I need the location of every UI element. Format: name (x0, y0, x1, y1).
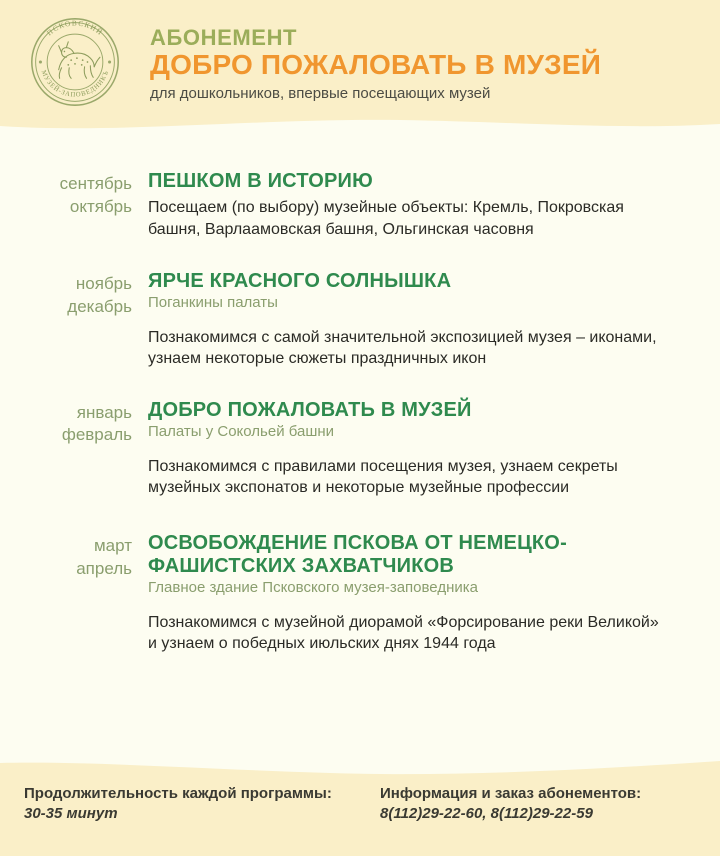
header-subtitle: для дошкольников, впервые посещающих музей (150, 85, 491, 103)
program-title: ДОБРО ПОЖАЛОВАТЬ В МУЗЕЙ (148, 398, 472, 421)
month-label: октябрь (69, 196, 132, 216)
program-item (0, 170, 720, 240)
program-item (0, 399, 720, 499)
program-content (148, 270, 694, 370)
month-label: сентябрь (59, 174, 132, 193)
museum-seal-icon (27, 14, 123, 110)
contact-label: Информация и заказ абонементов: (380, 785, 642, 802)
duration-value: 30-35 минут (24, 804, 118, 822)
program-title: ОСВОБОЖДЕНИЕ ПСКОВА ОТ НЕМЕЦКО-ФАШИСТСКИХ ЗАХВАТЧИКОВ (148, 532, 567, 577)
leopard-figure-icon (59, 42, 100, 78)
program-item (0, 532, 720, 654)
program-item (0, 270, 720, 370)
program-description: Познакомимся с самой значительной экспозицией музея – иконами, узнаем некоторые сюжеты праздничных икон (148, 329, 657, 368)
program-months (0, 532, 148, 580)
svg-text:ПСКОВСКИЙ: ПСКОВСКИЙ (45, 19, 105, 38)
program-venue: Палаты у Сокольей башни (148, 422, 335, 440)
contact-phone-numbers[interactable]: 8(112)29-22-60, 8(112)29-22-59 (380, 804, 593, 822)
program-description: Познакомимся с музейной диорамой «Форсирование реки Великой» и узнаем о победных июльских днях 1944 года (148, 613, 659, 653)
month-label: ноябрь (75, 273, 132, 293)
program-venue: Поганкины палаты (148, 294, 278, 312)
header-band (0, 0, 720, 136)
program-months (0, 399, 148, 447)
program-content (148, 399, 694, 499)
programs-list (0, 136, 720, 762)
program-title: ПЕШКОМ В ИСТОРИЮ (148, 170, 373, 192)
header-content (0, 0, 720, 120)
month-label: декабрь (67, 296, 132, 316)
program-months (0, 270, 148, 318)
footer-duration-block (24, 784, 380, 824)
header-wave-divider (0, 112, 720, 136)
header-text-block (150, 0, 720, 103)
program-description: Посещаем (по выбору) музейные объекты: Кремль, Покровская башня, Варлаамовская башня, Ольгинская часовня (148, 199, 624, 238)
footer-contact-block (380, 784, 696, 824)
svg-text:МУЗЕЙ-ЗАПОВЕДНИКЪ: МУЗЕЙ-ЗАПОВЕДНИКЪ (39, 69, 111, 99)
footer-band (0, 756, 720, 856)
footer-wave-divider (0, 756, 720, 777)
header-kicker: АБОНЕМЕНТ (150, 25, 298, 50)
logo-container (0, 0, 150, 110)
duration-label: Продолжительность каждой программы: (24, 785, 332, 802)
program-months (0, 170, 148, 218)
program-content (148, 532, 694, 654)
program-content (148, 170, 694, 240)
month-label: апрель (76, 558, 132, 578)
month-label: январь (76, 402, 132, 422)
program-venue: Главное здание Псковского музея-заповедника (148, 579, 478, 597)
footer-content (0, 784, 720, 824)
page-title: ДОБРО ПОЖАЛОВАТЬ В МУЗЕЙ (150, 49, 602, 81)
program-description: Познакомимся с правилами посещения музея, узнаем секреты музейных экспонатов и некоторые музейные профессии (148, 457, 618, 496)
program-title: ЯРЧЕ КРАСНОГО СОЛНЫШКА (148, 269, 452, 292)
month-label: февраль (61, 425, 132, 445)
month-label: март (93, 536, 132, 556)
